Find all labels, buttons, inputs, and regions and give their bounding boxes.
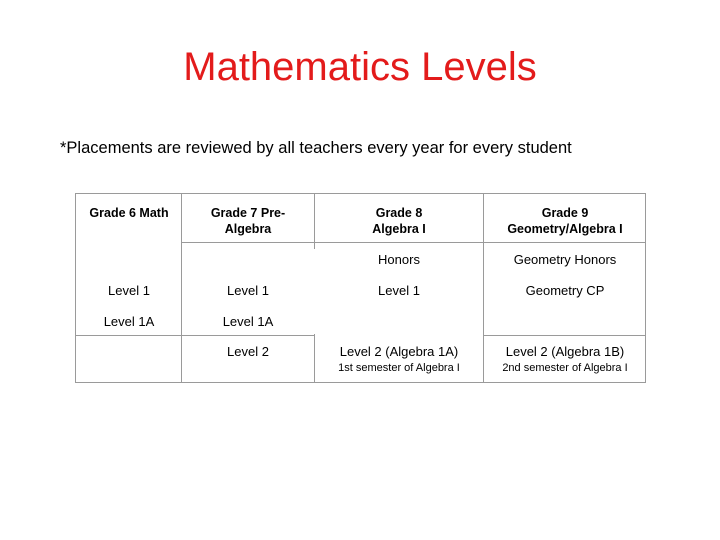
level1-grade-9: Geometry CP xyxy=(525,283,605,298)
header-grade-6: Grade 6 Math xyxy=(89,206,169,220)
level2-grade-9-note: 2nd semester of Algebra I xyxy=(502,362,628,374)
row-divider xyxy=(484,335,645,336)
honors-grade-8: Honors xyxy=(378,252,420,267)
level2-grade-8-note: 1st semester of Algebra I xyxy=(338,362,460,374)
page-title: Mathematics Levels xyxy=(183,45,537,89)
row-divider xyxy=(76,335,314,336)
honors-grade-9: Geometry Honors xyxy=(513,252,617,267)
row-divider xyxy=(182,242,645,243)
level1-grade-7: Level 1 xyxy=(227,283,269,298)
level2-grade-7: Level 2 xyxy=(227,344,269,359)
math-levels-table xyxy=(75,193,646,383)
level2-grade-8: Level 2 (Algebra 1A) xyxy=(339,344,459,359)
level1-grade-8: Level 1 xyxy=(378,283,420,298)
level2-grade-9: Level 2 (Algebra 1B) xyxy=(505,344,625,359)
header-grade-7: Grade 7 Pre-Algebra xyxy=(210,206,286,236)
column-divider xyxy=(314,194,315,249)
level1-grade-6: Level 1 xyxy=(108,283,150,298)
level1a-grade-7: Level 1A xyxy=(222,314,274,329)
level1a-grade-6: Level 1A xyxy=(103,314,155,329)
header-grade-9: Grade 9 Geometry/Algebra I xyxy=(507,206,623,236)
header-grade-8: Grade 8 Algebra I xyxy=(372,206,426,236)
placement-note: *Placements are reviewed by all teachers every year for every student xyxy=(60,139,572,157)
